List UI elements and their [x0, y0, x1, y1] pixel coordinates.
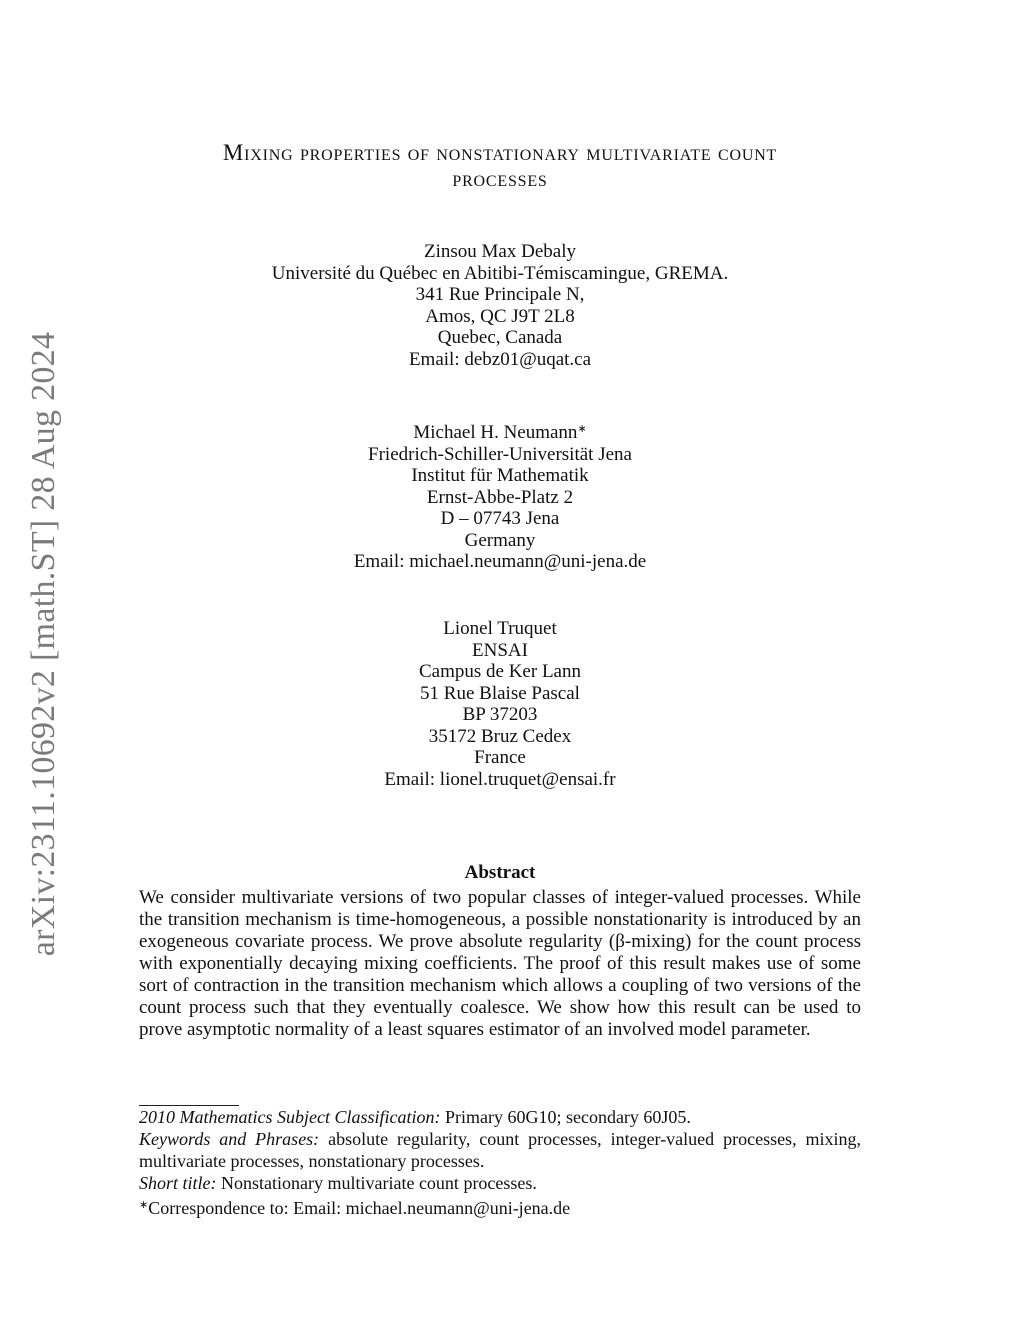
author-address-line: D – 07743 Jena	[440, 508, 560, 529]
author-email: Email: lionel.truquet@ensai.fr	[384, 768, 616, 790]
abstract-body	[139, 887, 861, 1041]
footnote-correspondence-marker: ∗	[139, 1199, 149, 1211]
author-affiliation-line: ENSAI	[472, 639, 528, 661]
footnote-msc-value: Primary 60G10; secondary 60J05.	[440, 1107, 691, 1127]
footnote-msc	[139, 1106, 861, 1128]
paper-title	[140, 140, 860, 192]
footnotes	[139, 1106, 861, 1219]
author-address-line: 341 Rue Principale N,	[415, 284, 585, 305]
author-affiliation-line: Institut für Mathematik	[411, 465, 589, 486]
author-address-line: BP 37203	[462, 704, 538, 725]
footnote-short-title-label: Short title:	[139, 1173, 217, 1193]
paper-title-line-1: Mixing properties of nonstationary multivariate count	[222, 140, 778, 165]
abstract-heading: Abstract	[464, 862, 536, 883]
footnote-keywords	[139, 1128, 861, 1172]
arxiv-identifier-stamp: arXiv:2311.10692v2 [math.ST] 28 Aug 2024	[25, 331, 62, 957]
author-address-line: Quebec, Canada	[437, 327, 563, 348]
author-address-line: 51 Rue Blaise Pascal	[420, 682, 580, 704]
abstract-text: We consider multivariate versions of two popular classes of integer-valued processes. While the transition mechanism is time-homogeneous, a possible nonstationarity is introduced by an exogeneous covariate process. We prove absolute regularity (β-mixing) for the count process with exponentially decaying mixing coefficients. The proof of this result makes use of some sort of contraction in the transition mechanism which allows a coupling of two versions of the count process such that they eventually coalesce. We show how this result can be used to prove asymptotic normality of a least squares estimator of an involved model parameter.	[139, 887, 861, 1040]
author-name: Michael H. Neumann	[413, 422, 578, 443]
corresponding-author-marker: ∗	[577, 423, 587, 435]
author-affiliation-line: Université du Québec en Abitibi-Témiscamingue, GREMA.	[271, 262, 729, 284]
footnote-correspondence	[139, 1194, 861, 1219]
author-block-neumann	[0, 419, 1000, 573]
author-block-debaly	[0, 241, 1000, 370]
footnote-short-title-value: Nonstationary multivariate count processes.	[216, 1173, 537, 1193]
author-email: Email: michael.neumann@uni-jena.de	[353, 551, 647, 572]
author-affiliation-line: Friedrich-Schiller-Universität Jena	[368, 443, 632, 465]
footnote-short-title	[139, 1172, 861, 1194]
author-block-truquet	[0, 618, 1000, 790]
paper-title-line-2: processes	[452, 166, 548, 191]
footnote-keywords-label: Keywords and Phrases:	[139, 1129, 320, 1149]
author-email: Email: debz01@uqat.ca	[408, 348, 592, 370]
author-name: Zinsou Max Debaly	[424, 241, 576, 262]
footnote-keywords-value: absolute regularity, count processes, integer-valued processes, mixing, multivariate processes, nonstationary processes.	[139, 1129, 861, 1171]
author-address-line: France	[474, 747, 526, 768]
author-name: Lionel Truquet	[443, 618, 557, 639]
author-address-line: Germany	[464, 529, 536, 551]
footnote-correspondence-text: Correspondence to: Email: michael.neumann@uni-jena.de	[148, 1198, 571, 1218]
author-address-line: Amos, QC J9T 2L8	[425, 305, 575, 327]
author-name-row	[0, 419, 1000, 444]
author-address-line: Campus de Ker Lann	[419, 661, 581, 682]
author-address-line: 35172 Bruz Cedex	[428, 725, 572, 747]
author-address-line: Ernst-Abbe-Platz 2	[426, 486, 574, 508]
footnote-msc-label: 2010 Mathematics Subject Classification:	[139, 1107, 441, 1127]
